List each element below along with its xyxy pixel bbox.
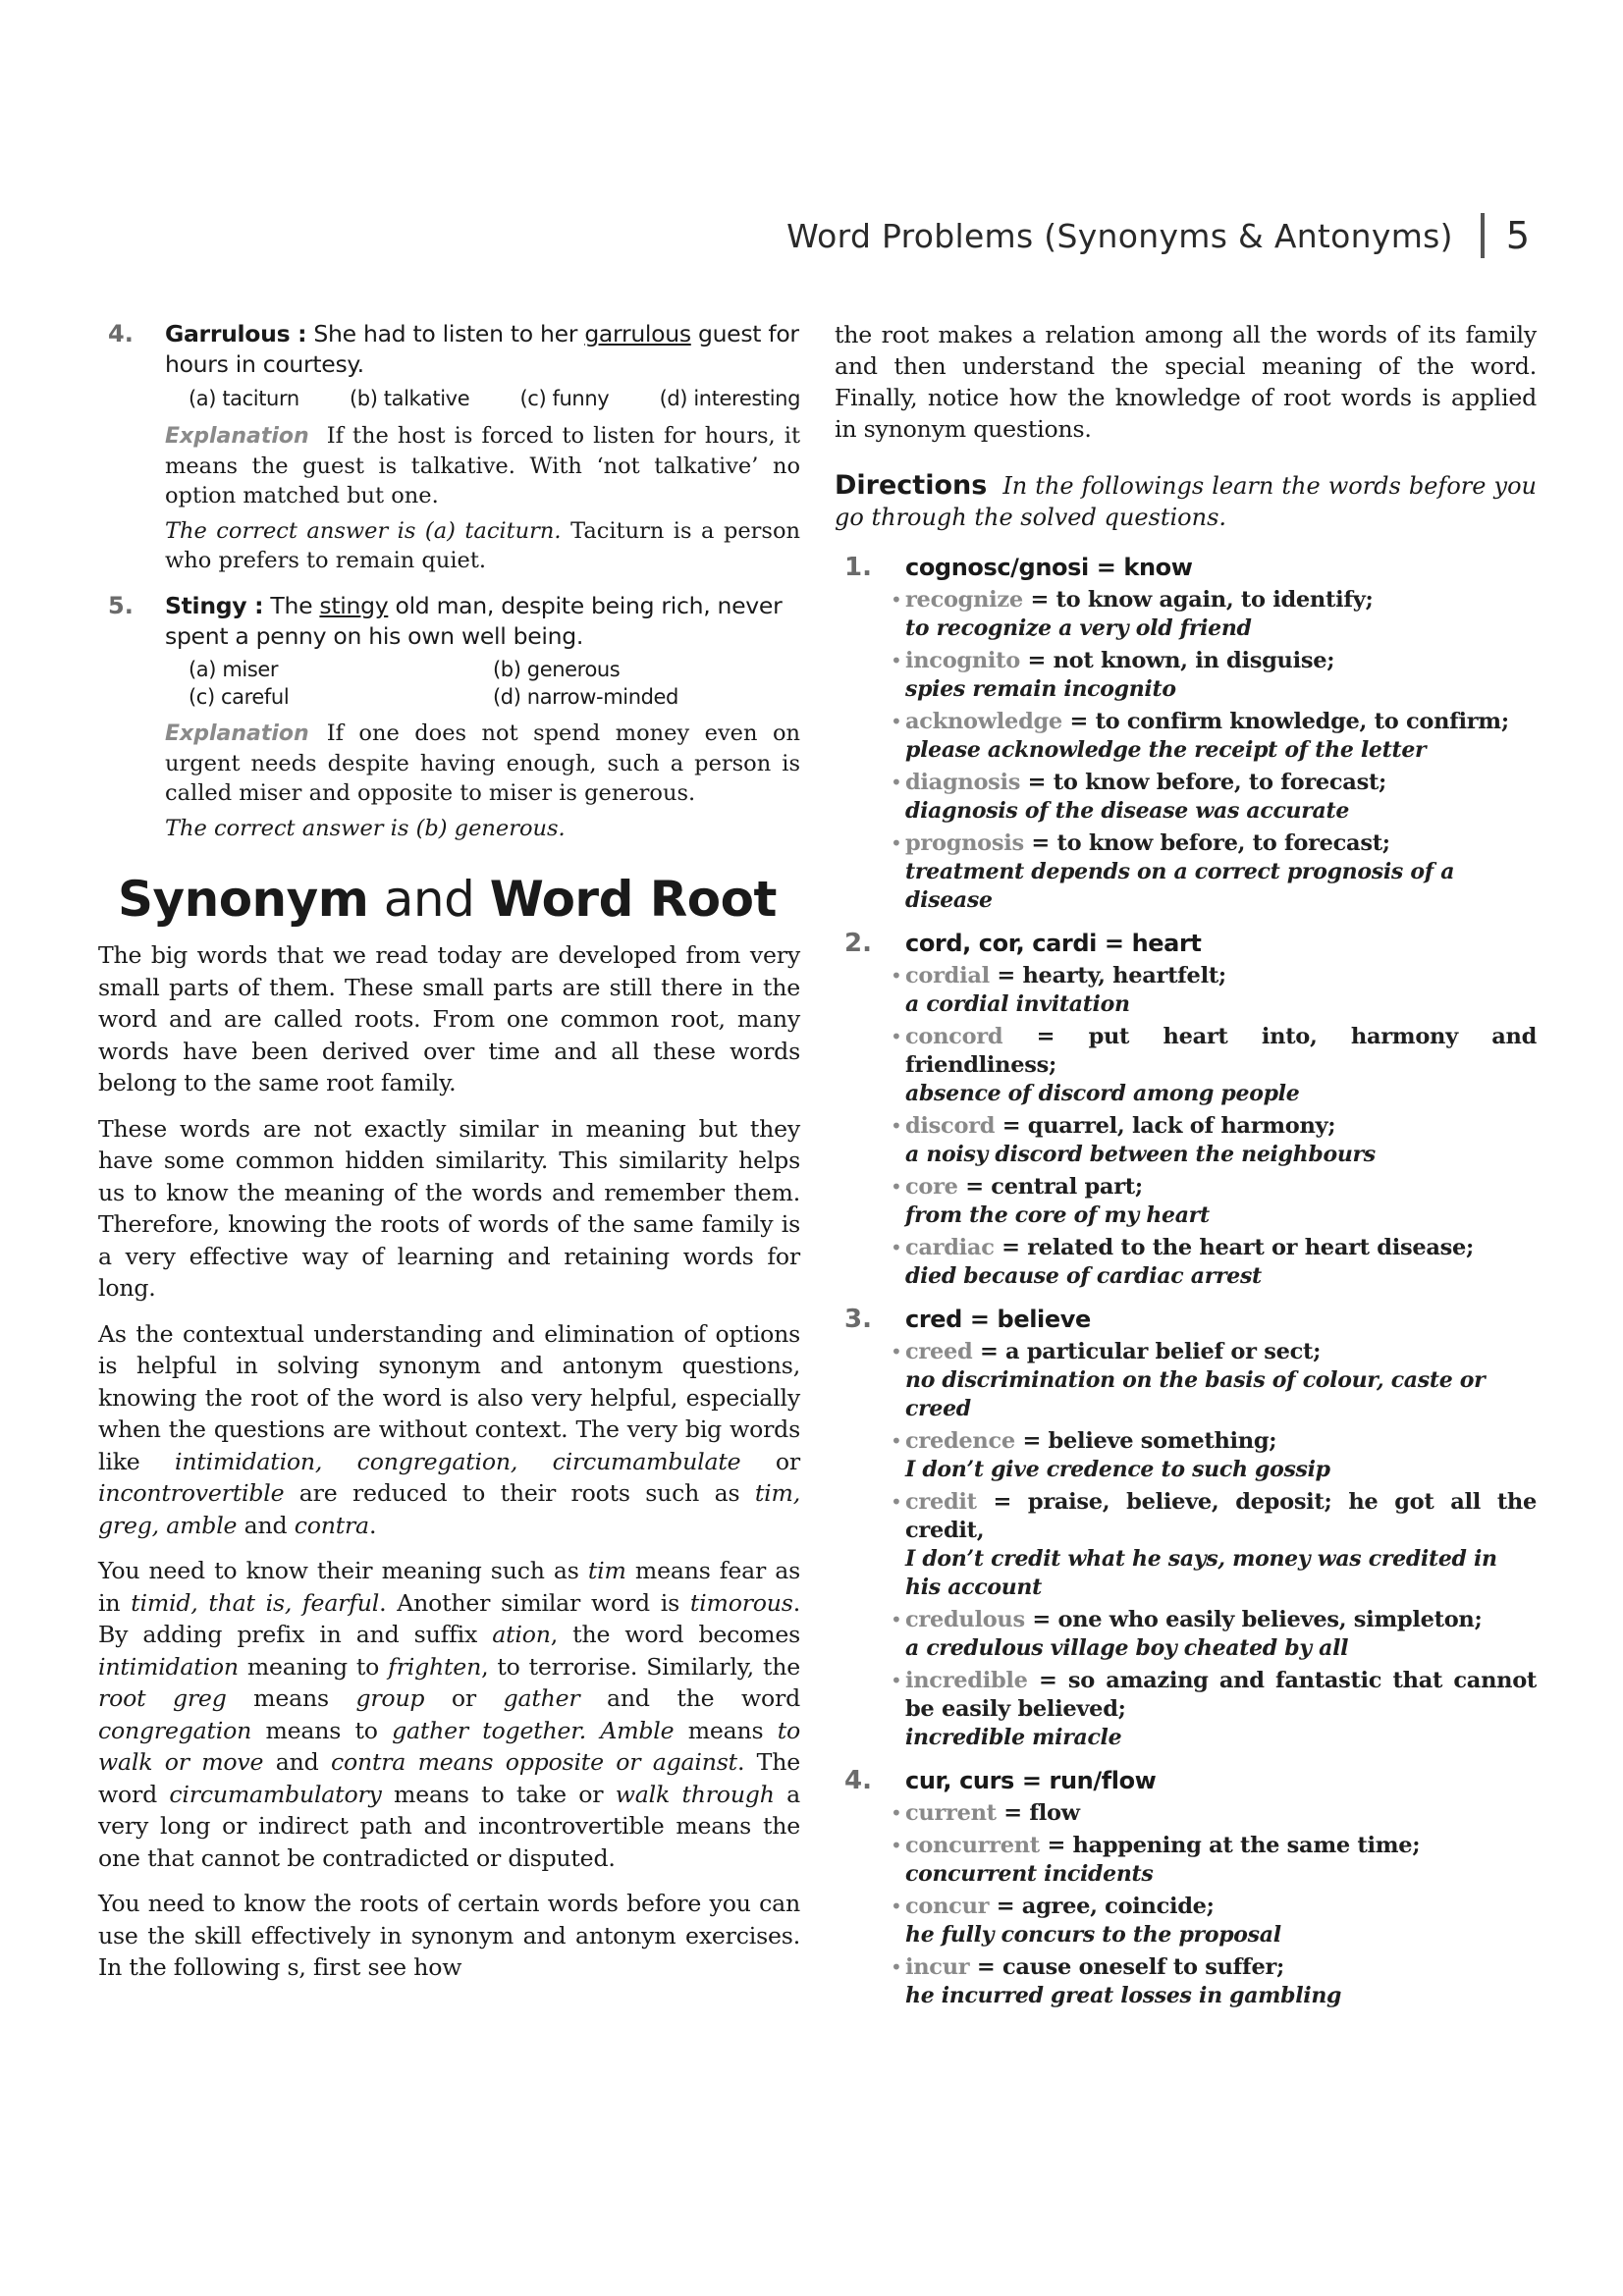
word-example: a cordial invitation	[905, 991, 1130, 1017]
word-term: incognito	[905, 648, 1020, 673]
word-definition-line	[905, 1953, 1537, 1982]
text-run: . The word	[98, 1748, 800, 1808]
options-list	[189, 656, 800, 711]
word-definition: = a particular belief or sect;	[972, 1339, 1322, 1364]
section-title-part: and	[368, 871, 490, 928]
root-heading	[835, 1766, 1537, 1795]
word-definition-line	[905, 769, 1537, 797]
text-run: . Another similar word is	[379, 1588, 690, 1617]
header-title: Word Problems (Synonyms & Antonyms)	[786, 216, 1453, 255]
root-word-item	[835, 708, 1537, 765]
bullet-icon: •	[891, 1895, 902, 1918]
word-definition: = central part;	[957, 1174, 1143, 1200]
answer	[165, 516, 800, 575]
text-run: and	[263, 1748, 331, 1776]
root-number: 2.	[844, 929, 872, 958]
question-5	[98, 591, 800, 843]
word-definition-line	[905, 1338, 1537, 1366]
text-run-italic: intimidation, congregation, circumambulate	[175, 1447, 741, 1475]
paragraph: The big words that we read today are developed from very small parts of them. These small parts are still there in the word and are called roots. From one common root, many words have been derived over time and all these words belong to the same root family.	[98, 941, 800, 1096]
text-run-italic: walk through	[615, 1780, 775, 1808]
root-word-item	[835, 1667, 1537, 1752]
bullet-icon: •	[891, 710, 902, 733]
bullet-icon: •	[891, 1669, 902, 1692]
word-definition: = agree, coincide;	[989, 1894, 1215, 1919]
root-word-item	[835, 1893, 1537, 1949]
question-sentence-start: She had to listen to her	[306, 320, 585, 347]
word-term: creed	[905, 1339, 973, 1364]
answer-note: Taciturn is a person who prefers to remain quiet.	[165, 518, 801, 573]
root-word-item	[835, 647, 1537, 704]
bullet-icon: •	[891, 1114, 902, 1138]
word-definition-line	[905, 1112, 1537, 1141]
word-definition: = believe something;	[1014, 1428, 1277, 1454]
root-word-item	[835, 769, 1537, 826]
text-run: or	[424, 1684, 504, 1712]
root-word-item	[835, 962, 1537, 1019]
word-example: died because of cardiac arrest	[905, 1263, 1262, 1289]
answer	[165, 814, 800, 843]
word-definition-line	[905, 586, 1537, 614]
explanation-text: If the host is forced to listen for hours, it means the guest is talkative. With ‘not talkative’ no option matched but one.	[165, 423, 800, 508]
bullet-icon: •	[891, 588, 902, 612]
bullet-icon: •	[891, 831, 902, 855]
word-definition-line	[905, 1488, 1537, 1545]
bullet-icon: •	[891, 1608, 902, 1631]
section-title-part: Synonym	[118, 871, 369, 928]
bullet-icon: •	[891, 1834, 902, 1857]
question-sentence-end: old man, despite being rich, never spent a penny on his own well being.	[165, 592, 783, 650]
word-definition: = one who easily believes, simpleton;	[1024, 1607, 1483, 1632]
word-definition-line	[905, 962, 1537, 990]
root-word-item	[835, 829, 1537, 915]
left-column	[98, 319, 800, 1998]
root-title: cred = believe	[905, 1306, 1091, 1333]
bullet-icon: •	[891, 1429, 902, 1453]
question-body	[149, 591, 800, 843]
bullet-icon: •	[891, 1175, 902, 1199]
word-definition: = praise, believe, deposit; he got all the credit,	[905, 1489, 1537, 1543]
word-definition: = happening at the same time;	[1039, 1833, 1421, 1858]
word-definition-line	[905, 647, 1537, 675]
question-text	[165, 591, 800, 652]
question-text	[165, 319, 800, 380]
word-definition-line	[905, 1893, 1537, 1921]
text-run: , the word becomes	[550, 1621, 800, 1648]
root-group	[835, 1305, 1537, 1752]
text-run: means fear as in	[98, 1557, 801, 1617]
explanation-label: Explanation	[165, 721, 309, 746]
word-term: prognosis	[905, 830, 1024, 856]
word-definition-line	[905, 1173, 1537, 1201]
word-example: a noisy discord between the neighbours	[905, 1142, 1376, 1167]
word-definition: = related to the heart or heart disease;	[994, 1235, 1475, 1260]
paragraph: the root makes a relation among all the words of its family and then understand the special meaning of the word. Finally, notice how the knowledge of root words is applied in synonym questions.	[835, 321, 1537, 443]
paragraph	[98, 1555, 800, 1874]
word-example: spies remain incognito	[905, 676, 1176, 702]
text-run: .	[368, 1511, 377, 1539]
text-run: means	[674, 1716, 778, 1744]
text-run-italic: tim, greg, amble	[98, 1479, 800, 1539]
root-word-item	[835, 1234, 1537, 1291]
text-run-italic: tim	[587, 1557, 626, 1584]
paragraph	[98, 1318, 800, 1542]
word-example: to recognize a very old friend	[905, 615, 1252, 641]
text-run-italic: timid, that is, fearful	[131, 1588, 380, 1617]
root-group	[835, 1766, 1537, 2010]
text-run-italic: to walk or move	[98, 1716, 801, 1776]
header-divider	[1481, 213, 1485, 258]
underlined-word: stingy	[319, 592, 389, 619]
explanation	[165, 719, 800, 808]
root-number: 1.	[844, 553, 872, 582]
text-run-italic: timorous	[689, 1588, 793, 1617]
question-word: Garrulous :	[165, 320, 307, 347]
root-word-item	[835, 586, 1537, 643]
directions-label: Directions	[835, 470, 988, 501]
bullet-icon: •	[891, 1025, 902, 1048]
word-definition: = to confirm knowledge, to confirm;	[1061, 709, 1509, 734]
text-run-italic: contra means opposite or against	[330, 1748, 737, 1776]
option-b: (b) talkative	[350, 387, 470, 410]
word-definition-line	[905, 1606, 1537, 1634]
options-list	[189, 384, 800, 413]
directions-text: In the followings learn the words before you go through the solved questions.	[835, 472, 1537, 531]
text-run: . By adding prefix in and suffix	[98, 1588, 800, 1648]
word-definition: = quarrel, lack of harmony;	[995, 1113, 1336, 1139]
right-column	[835, 319, 1537, 2024]
text-run-italic: frighten	[388, 1652, 482, 1681]
root-title: cord, cor, cardi = heart	[905, 930, 1202, 957]
text-run: and	[237, 1511, 295, 1539]
text-run: As the contextual understanding and elimination of options is helpful in solving synonym and antonym questions, knowing the root of the word is also very helpful, especially when the questions are without context. The very big words like	[98, 1319, 800, 1475]
word-term: acknowledge	[905, 709, 1062, 734]
bullet-icon: •	[891, 1236, 902, 1259]
word-example: treatment depends on a correct prognosis of a disease	[905, 859, 1455, 913]
text-run: meaning to	[238, 1652, 389, 1681]
page-header	[786, 211, 1530, 260]
option-c: (c) careful	[189, 685, 290, 709]
bullet-icon: •	[891, 1340, 902, 1363]
word-term: concur	[905, 1894, 990, 1919]
word-example: absence of discord among people	[905, 1081, 1300, 1106]
word-definition: = put heart into, harmony and friendliness;	[905, 1024, 1537, 1078]
option-b: (b) generous	[493, 658, 621, 681]
word-definition-line	[905, 1023, 1537, 1080]
word-example: he incurred great losses in gambling	[905, 1983, 1342, 2008]
text-run: means to	[251, 1716, 393, 1744]
paragraph: You need to know the roots of certain words before you can use the skill effectively in synonym and antonym exercises. In the following s, first see how	[98, 1890, 800, 1981]
word-example: he fully concurs to the proposal	[905, 1922, 1281, 1948]
option-d: (d) interesting	[659, 387, 800, 410]
word-example: I don’t give credence to such gossip	[905, 1457, 1330, 1482]
word-definition: = to know before, to forecast;	[1020, 770, 1387, 795]
bullet-icon: •	[891, 1801, 902, 1825]
explanation	[165, 421, 800, 510]
word-term: recognize	[905, 587, 1023, 613]
text-run: a very long or indirect path and incontrovertible means the one that cannot be contradicted or disputed.	[98, 1780, 800, 1872]
word-example: from the core of my heart	[905, 1202, 1210, 1228]
word-definition-line	[905, 1667, 1537, 1724]
root-title: cur, curs = run/flow	[905, 1767, 1157, 1794]
bullet-icon: •	[891, 1955, 902, 1979]
root-heading	[835, 1305, 1537, 1334]
word-definition: = not known, in disguise;	[1019, 648, 1335, 673]
answer-statement: The correct answer is (a) taciturn.	[165, 518, 562, 544]
bullet-icon: •	[891, 649, 902, 672]
word-term: incur	[905, 1954, 970, 1980]
word-term: cardiac	[905, 1235, 995, 1260]
text-run: means to take or	[381, 1780, 616, 1808]
question-body	[149, 319, 800, 575]
word-definition: = hearty, heartfelt;	[989, 963, 1226, 988]
text-run-italic: ation	[492, 1621, 551, 1648]
root-group	[835, 929, 1537, 1291]
root-heading	[835, 553, 1537, 582]
word-term: concurrent	[905, 1833, 1040, 1858]
root-word-item	[835, 1606, 1537, 1663]
root-word-item	[835, 1488, 1537, 1602]
bullet-icon: •	[891, 771, 902, 794]
text-run: or	[740, 1447, 800, 1475]
text-run-italic: gather	[503, 1684, 580, 1712]
text-run-italic: gather together. Amble	[392, 1716, 675, 1744]
word-definition: = to know again, to identify;	[1022, 587, 1374, 613]
word-term: credulous	[905, 1607, 1025, 1632]
word-definition-line	[905, 1799, 1537, 1828]
option-c: (c) funny	[519, 387, 610, 410]
text-run-italic: circumambulatory	[169, 1780, 382, 1808]
root-word-item	[835, 1173, 1537, 1230]
word-term: concord	[905, 1024, 1003, 1049]
word-example: concurrent incidents	[905, 1861, 1154, 1887]
question-word: Stingy :	[165, 592, 264, 619]
root-word-item	[835, 1832, 1537, 1889]
root-word-item	[835, 1953, 1537, 2010]
question-sentence-start: The	[263, 592, 320, 619]
option-d: (d) narrow-minded	[493, 685, 678, 709]
root-heading	[835, 929, 1537, 958]
word-term: credit	[905, 1489, 977, 1515]
text-run: and the word	[579, 1684, 800, 1712]
root-word-item	[835, 1799, 1537, 1828]
word-definition-line	[905, 1427, 1537, 1456]
word-definition-line	[905, 708, 1537, 736]
word-definition-line	[905, 829, 1537, 858]
question-number: 5.	[108, 592, 134, 619]
word-definition: = flow	[996, 1800, 1080, 1826]
explanation-text: If one does not spend money even on urgent needs despite having enough, such a person is called miser and opposite to miser is generous.	[165, 721, 800, 806]
root-title: cognosc/gnosi = know	[905, 554, 1193, 581]
word-term: discord	[905, 1113, 996, 1139]
word-example: incredible miracle	[905, 1725, 1122, 1750]
word-term: incredible	[905, 1668, 1028, 1693]
text-run-italic: incontrovertible	[98, 1479, 285, 1507]
answer-statement: The correct answer is (b) generous.	[165, 816, 566, 841]
text-run: , to terrorise. Similarly, the	[481, 1652, 800, 1681]
bullet-icon: •	[891, 1490, 902, 1514]
word-term: credence	[905, 1428, 1015, 1454]
section-title-part: Word Root	[489, 871, 777, 928]
root-word-item	[835, 1112, 1537, 1169]
word-example: diagnosis of the disease was accurate	[905, 798, 1350, 824]
word-example: a credulous village boy cheated by all	[905, 1635, 1349, 1661]
directions	[835, 470, 1537, 533]
question-number: 4.	[108, 320, 134, 347]
word-term: cordial	[905, 963, 990, 988]
option-a: (a) taciturn	[189, 387, 299, 410]
root-word-item	[835, 1338, 1537, 1423]
word-definition: = so amazing and fantastic that cannot be easily believed;	[905, 1668, 1537, 1722]
text-run-italic: congregation	[98, 1716, 252, 1744]
question-4	[98, 319, 800, 575]
root-number: 3.	[844, 1305, 872, 1334]
underlined-word: garrulous	[584, 320, 691, 347]
word-example: I don’t credit what he says, money was credited in his account	[905, 1546, 1497, 1600]
word-example: no discrimination on the basis of colour, caste or creed	[905, 1367, 1486, 1421]
text-run: means	[226, 1684, 356, 1712]
root-list	[835, 553, 1537, 2010]
section-title	[118, 871, 800, 928]
word-definition: = to know before, to forecast;	[1023, 830, 1390, 856]
explanation-label: Explanation	[165, 424, 309, 449]
word-definition-line	[905, 1234, 1537, 1262]
word-definition-line	[905, 1832, 1537, 1860]
text-run-italic: contra	[294, 1511, 369, 1539]
root-group	[835, 553, 1537, 915]
word-example: please acknowledge the receipt of the letter	[905, 737, 1427, 763]
text-run-italic: group	[355, 1684, 425, 1712]
root-number: 4.	[844, 1766, 872, 1795]
question-sentence-end: guest for hours in courtesy.	[165, 320, 799, 378]
root-word-item	[835, 1427, 1537, 1484]
bullet-icon: •	[891, 964, 902, 988]
text-run: are reduced to their roots such as	[284, 1479, 755, 1507]
word-definition: = cause oneself to suffer;	[969, 1954, 1285, 1980]
text-run: You need to know their meaning such as	[98, 1557, 588, 1584]
paragraph: These words are not exactly similar in meaning but they have some common hidden similarity. This similarity helps us to know the meaning of the words and remember them. Therefore, knowing the roots of words of the same family is a very effective way of learning and retaining words for long.	[98, 1114, 800, 1302]
word-term: diagnosis	[905, 770, 1021, 795]
word-term: current	[905, 1800, 997, 1826]
root-word-item	[835, 1023, 1537, 1108]
word-term: core	[905, 1174, 958, 1200]
page-number: 5	[1505, 214, 1530, 257]
text-run-italic: root greg	[98, 1684, 227, 1712]
text-run-italic: intimidation	[98, 1652, 239, 1681]
option-a: (a) miser	[189, 658, 279, 681]
